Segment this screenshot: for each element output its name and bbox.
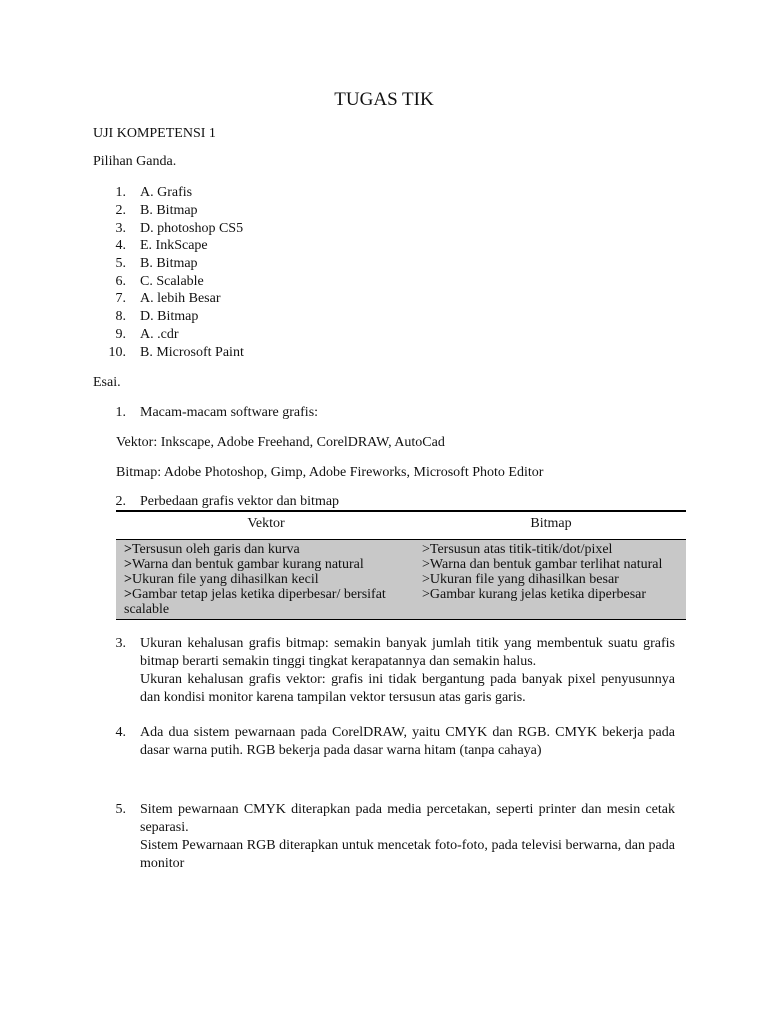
item-number: 3. [115,221,126,236]
table-header-row [116,510,686,540]
item-answer: C. Scalable [140,274,204,289]
table-cell-bitmap: >Gambar kurang jelas ketika diperbesar [422,587,647,602]
multiple-choice-heading: Pilihan Ganda. [93,154,177,169]
item-number: 10. [108,345,126,360]
page-title: TUGAS TIK [334,89,434,110]
item-answer: D. Bitmap [140,309,199,324]
column-header-bitmap: Bitmap [530,516,572,531]
column-header-vector: Vektor [247,516,285,531]
essay-number: 2. [115,494,126,509]
essay-answer-5-cmyk: Sitem pewarnaan CMYK diterapkan pada media percetakan, seperti printer dan mesin cetak separasi. [140,802,675,835]
table-cell-bitmap: >Warna dan bentuk gambar terlihat natural [422,557,663,572]
table-cell-bitmap: >Ukuran file yang dihasilkan besar [422,572,619,587]
item-number: 7. [115,291,126,306]
table-cell-bitmap: >Tersusun atas titik-titik/dot/pixel [422,542,613,557]
bitmap-software-line: Bitmap: Adobe Photoshop, Gimp, Adobe Fireworks, Microsoft Photo Editor [116,465,544,480]
essay-answer-5-rgb: Sistem Pewarnaan RGB diterapkan untuk mencetak foto-foto, pada televisi berwarna, dan pada monitor [140,838,675,871]
essay-answer-3-vector: Ukuran kehalusan grafis vektor: grafis ini tidak bergantung pada banyak pixel penyusunnya dan kondisi monitor karena tampilan vektor tersusun atas garis garis. [140,672,675,705]
vector-software-line: Vektor: Inkscape, Adobe Freehand, CorelDRAW, AutoCad [116,435,445,450]
essay-answer-4: Ada dua sistem pewarnaan pada CorelDRAW, yaitu CMYK dan RGB. CMYK bekerja pada dasar warna putih. RGB bekerja pada dasar warna hitam (tanpa cahaya) [140,725,675,758]
essay-question-2: Perbedaan grafis vektor dan bitmap [140,494,340,509]
table-cell-vector-wrap: scalable [124,602,170,617]
essay-question-1: Macam-macam software grafis: [140,405,319,420]
item-number: 2. [115,203,126,218]
essay-number: 4. [115,725,126,740]
item-answer: B. Microsoft Paint [140,345,244,360]
table-cell-vector: >Tersusun oleh garis dan kurva [124,542,300,557]
essay-number: 5. [115,802,126,817]
essay-heading: Esai. [93,375,121,390]
item-number: 8. [115,309,126,324]
item-answer: B. Bitmap [140,203,198,218]
item-answer: A. lebih Besar [140,291,221,306]
item-number: 9. [115,327,126,342]
item-number: 6. [115,274,126,289]
item-number: 4. [115,238,126,253]
table-cell-vector: >Warna dan bentuk gambar kurang natural [124,557,364,572]
item-answer: B. Bitmap [140,256,198,271]
essay-number: 3. [115,636,126,651]
item-answer: E. InkScape [140,238,208,253]
item-answer: A. .cdr [140,327,179,342]
essay-answer-3-bitmap: Ukuran kehalusan grafis bitmap: semakin banyak jumlah titik yang membentuk suatu grafis bitmap berarti semakin tinggi tingkat kerapatannya dan semakin halus. [140,636,675,669]
essay-number: 1. [115,405,126,420]
section-heading: UJI KOMPETENSI 1 [93,126,216,141]
table-body [116,539,686,620]
table-cell-vector: >Ukuran file yang dihasilkan kecil [124,572,319,587]
item-answer: A. Grafis [140,185,193,200]
table-cell-vector: >Gambar tetap jelas ketika diperbesar/ bersifat [124,587,386,602]
item-number: 5. [115,256,126,271]
item-number: 1. [115,185,126,200]
item-answer: D. photoshop CS5 [140,221,244,236]
